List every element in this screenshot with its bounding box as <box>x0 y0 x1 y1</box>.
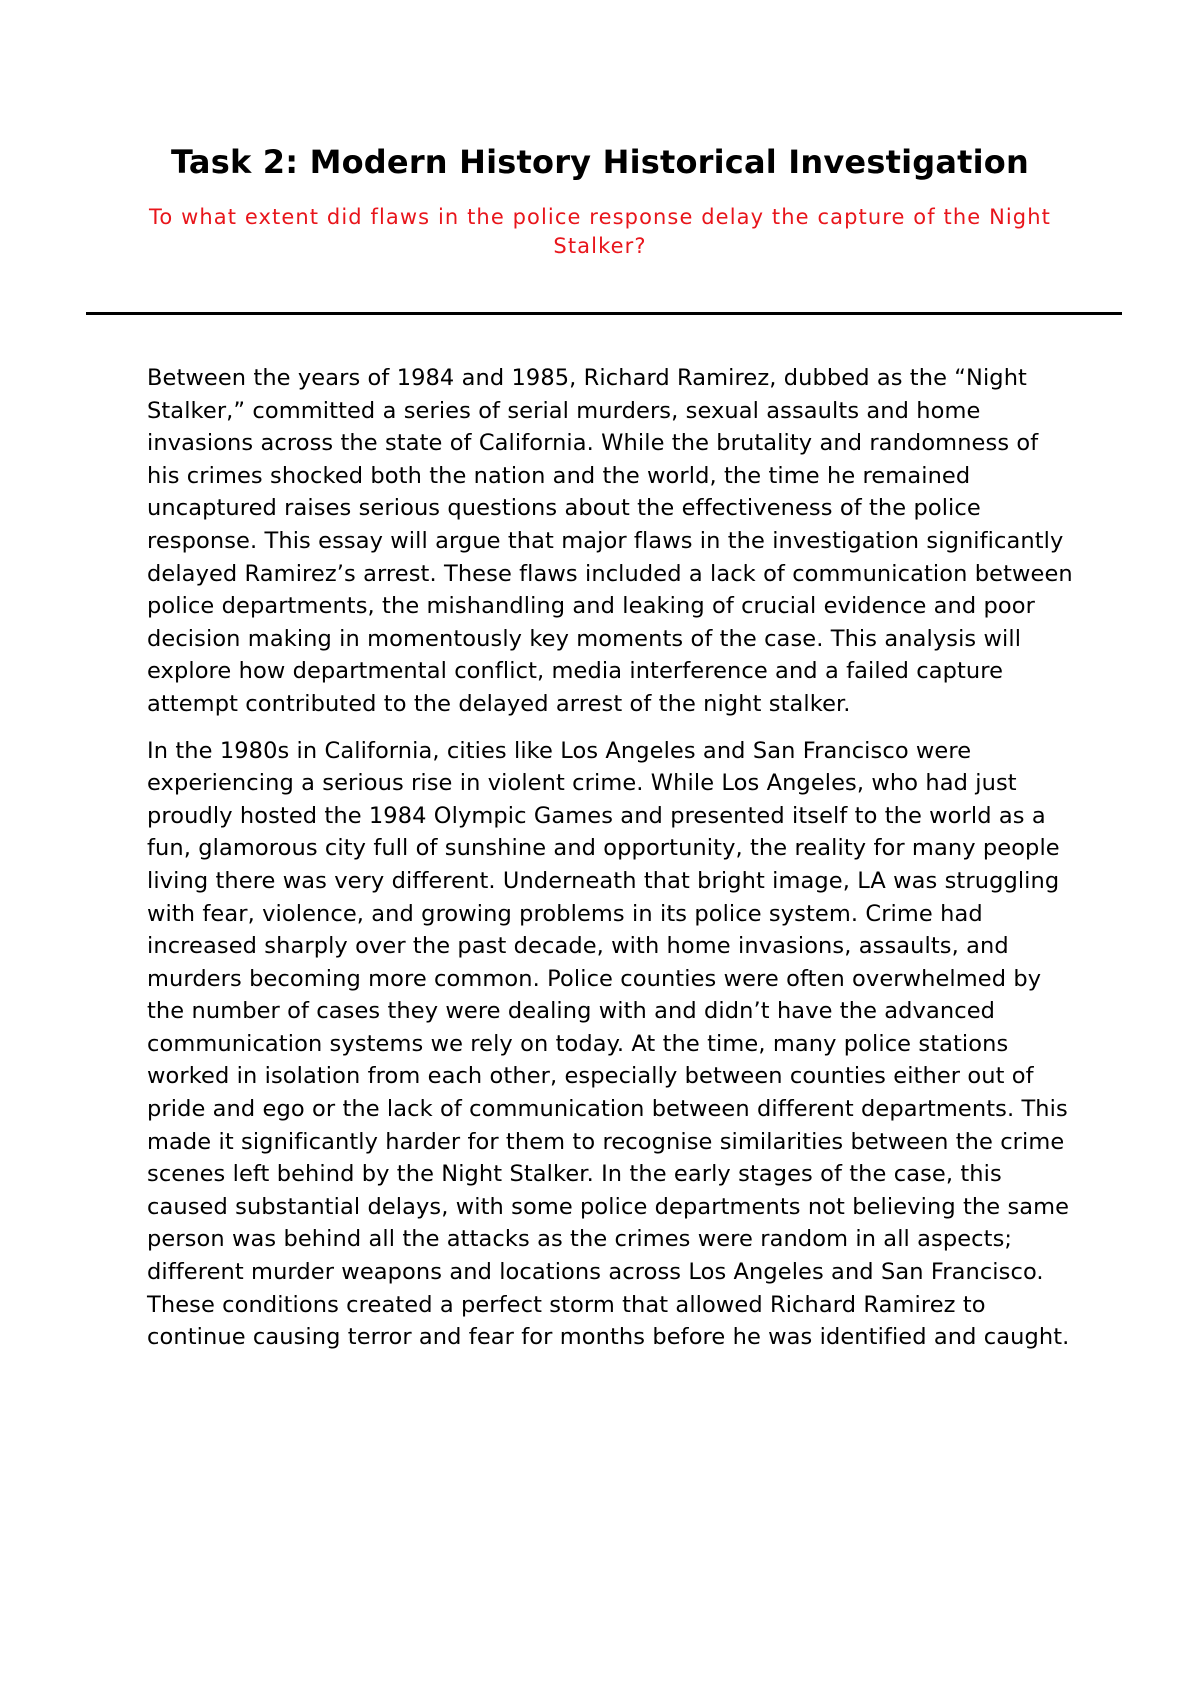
document-title: Task 2: Modern History Historical Investigation <box>171 143 1029 181</box>
investigation-question: To what extent did flaws in the police response delay the capture of the Night Stalker? <box>149 205 1051 258</box>
paragraph-context: In the 1980s in California, cities like Los Angeles and San Francisco were experiencing a serious rise in violent crime. While Los Angeles, who had just proudly hosted the 1984 Olympic Games and presented itself to the world as a fun, glamorous city full of sunshine and opportunity, the reality for many people living there was very different. Underneath that bright image, LA was struggling with fear, violence, and growing problems in its police system. Crime had increased sharply over the past decade, with home invasions, assaults, and murders becoming more common. Police counties were often overwhelmed by the number of cases they were dealing with and didn’t have the advanced communication systems we rely on today. At the time, many police stations worked in isolation from each other, especially between counties either out of pride and ego or the lack of communication between different departments. This made it significantly harder for them to recognise similarities between the crime scenes left behind by the Night Stalker. In the early stages of the case, this caused substantial delays, with some police departments not believing the same person was behind all the attacks as the crimes were random in all aspects; different murder weapons and locations across Los Angeles and San Francisco. These conditions created a perfect storm that allowed Richard Ramirez to continue causing terror and fear for months before he was identified and caught. <box>147 737 1070 1351</box>
essay-body <box>147 362 1077 1354</box>
paragraph-introduction: Between the years of 1984 and 1985, Richard Ramirez, dubbed as the “Night Stalker,” committed a series of serial murders, sexual assaults and home invasions across the state of California. While the brutality and randomness of his crimes shocked both the nation and the world, the time he remained uncaptured raises serious questions about the effectiveness of the police response. This essay will argue that major flaws in the investigation significantly delayed Ramirez’s arrest. These flaws included a lack of communication between police departments, the mishandling and leaking of crucial evidence and poor decision making in momentously key moments of the case. This analysis will explore how departmental conflict, media interference and a failed capture attempt contributed to the delayed arrest of the night stalker. <box>147 365 1073 717</box>
horizontal-divider <box>86 312 1122 315</box>
